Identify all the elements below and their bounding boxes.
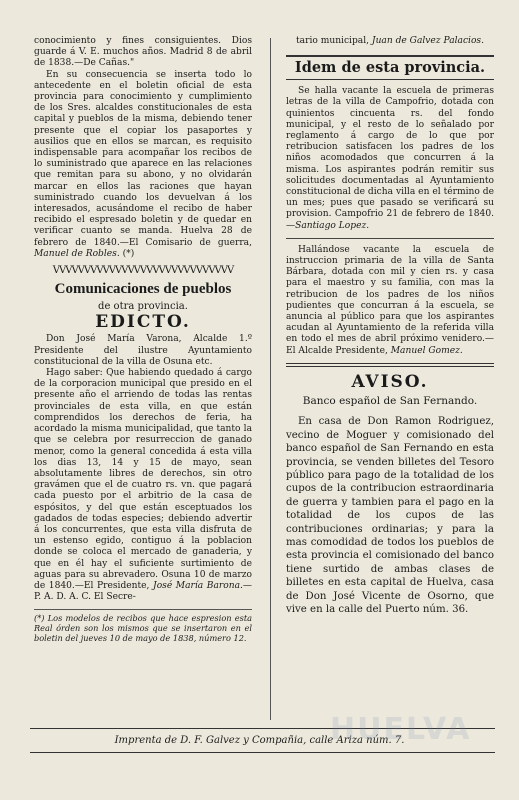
notice-santa-barbara: Hallándose vacante la escuela de instruccion primaria de la villa de Santa Bárbara, dotada con mil y cien rs. y casa para el maestro y su familia, con mas la retribucion de los padres de los niños pudientes que concurran á la escuela, se anuncia al público para que los aspirantes acudan al Ayuntamiento de la referida villa en todo el mes de abril próximo venidero.—El Alcalde Presidente, Manuel Gomez. bbox=[286, 244, 494, 356]
left-paragraph-2: En su consecuencia se inserta todo lo antecedente en el boletin oficial de esta provincia para conocimiento y cumplimiento de los Sres. alcaldes constitucionales de esta capital y pueblos de la misma, debiendo tener presente que el copiar los pasaportes y ausilios que en ellos se marcan, es requisito indispensable para acompañar los recibos de lo suministrado que aparece en las relaciones que remitan para su abono, y no olvidarán marcar en ellos las raciones que hayan suministrado cuando los devuelvan á los interesados, acusándome el recibo de haber recibido el espresado boletin y de quedar en verificar cuanto se manda. Huelva 28 de febrero de 1840.—El Comisario de guerra, Manuel de Robles. (*) bbox=[34, 69, 252, 259]
signature-barona: José María Barona. bbox=[153, 580, 243, 591]
ornament-divider: VVVVVVVVVVVVVVVVVVVVVVVVVVVVV bbox=[52, 265, 234, 277]
continued-signature: tario municipal, Juan de Galvez Palacios. bbox=[296, 36, 484, 46]
notice-divider bbox=[286, 238, 494, 239]
section-divider bbox=[286, 363, 494, 367]
aviso-title: AVISO. bbox=[351, 371, 429, 392]
bank-title: Banco español de San Fernando. bbox=[302, 395, 478, 408]
column-divider bbox=[270, 38, 271, 720]
left-paragraph-1: conocimiento y fines consiguientes. Dios guarde á V. E. muchos años. Madrid 8 de abril de 1838.—De Cañas." bbox=[34, 36, 252, 69]
signature-lopez: Santiago Lopez. bbox=[295, 220, 370, 231]
signature-gomez: Manuel Gomez. bbox=[390, 345, 463, 356]
section-subheading: de otra provincia. bbox=[98, 301, 188, 313]
signature-robles: Manuel de Robles. bbox=[34, 248, 120, 259]
aviso-body: En casa de Don Ramon Rodriguez, vecino de Moguer y comisionado del banco español de San Fernando en esta provincia, se venden billetes del Tesoro público para pago de la totalidad de los cupos de la contribucion estraordinaria de guerra y tambien para el pago en la totalidad de los cupos de las contribuciones ordinarias; y para la mas comodidad de todos los pueblos de esta provincia el comisionado del banco tiene surtido de ambas clases de billetes en esta capital de Huelva, casa de Don José Vicente de Osorno, que vive en la calle del Puerto núm. 36. bbox=[286, 416, 494, 615]
section-heading-comunicaciones: Comunicaciones de pueblos bbox=[54, 281, 232, 298]
section-heading-provincia: Idem de esta provincia. bbox=[286, 55, 494, 80]
edict-title: EDICTO. bbox=[95, 312, 191, 333]
right-column bbox=[286, 36, 494, 616]
notice-campofrio: Se halla vacante la escuela de primeras letras de la villa de Campofrio, dotada con quinientos cincuenta rs. del fondo municipal, y el resto de lo señalado por reglamento á cargo de lo que por retribucion satisfacen los padres de los niños acomodados que concurren á la misma. Los aspirantes podrán remitir sus solicitudes documentadas al Ayuntamiento constitucional de dicha villa en el término de un mes; pues que pasado se verificará su provision. Campofrio 21 de febrero de 1840.—Santiago Lopez. bbox=[286, 86, 494, 231]
printer-imprint: Imprenta de D. F. Galvez y Compañia, calle Ariza núm. 7. bbox=[114, 735, 405, 746]
footnote: (*) Los modelos de recibos que hace espresion esta Real órden son los mismos que se insertaron en el boletin del jueves 10 de mayo de 1838, número 12. bbox=[34, 609, 252, 643]
library-watermark: HUELVA bbox=[330, 712, 472, 747]
edict-body: Hago saber: Que habiendo quedado á cargo de la corporacion municipal que presido en el presente año el arriendo de todas las rentas provinciales de esta villa, en que están comprendidos los derechos de feria, ha acordado la misma municipalidad, que tanto la que se celebra por resurreccion de ganado menor, como la general concedida á esta villa los dias 13, 14 y 15 de mayo, sean absolutamente libres de derechos, sin otro gravámen que el de cuatro rs. vn. que pagará cada puesto por el arbitrio de la casa de espósitos, y del que están esceptuados los gadados de todas especies; debiendo advertir á los concurrentes, que esta villa disfruta de un estenso egido, contiguo á la poblacion donde se coloca el mercado de ganaderia, y que en él hay el suficiente surtimiento de aguas para su abrevadero. Osuna 10 de marzo de 1840.—El Presidente, José María Barona.—P. A. D. A. C. El Secre- bbox=[34, 368, 252, 603]
imprint-rule-bottom bbox=[30, 752, 495, 753]
footnote-mark: (*) bbox=[122, 248, 135, 259]
left-column bbox=[34, 36, 252, 643]
edict-intro: Don José María Varona, Alcalde 1.º Presidente del ilustre Ayuntamiento constitucional de la villa de Osuna etc. bbox=[34, 334, 252, 367]
